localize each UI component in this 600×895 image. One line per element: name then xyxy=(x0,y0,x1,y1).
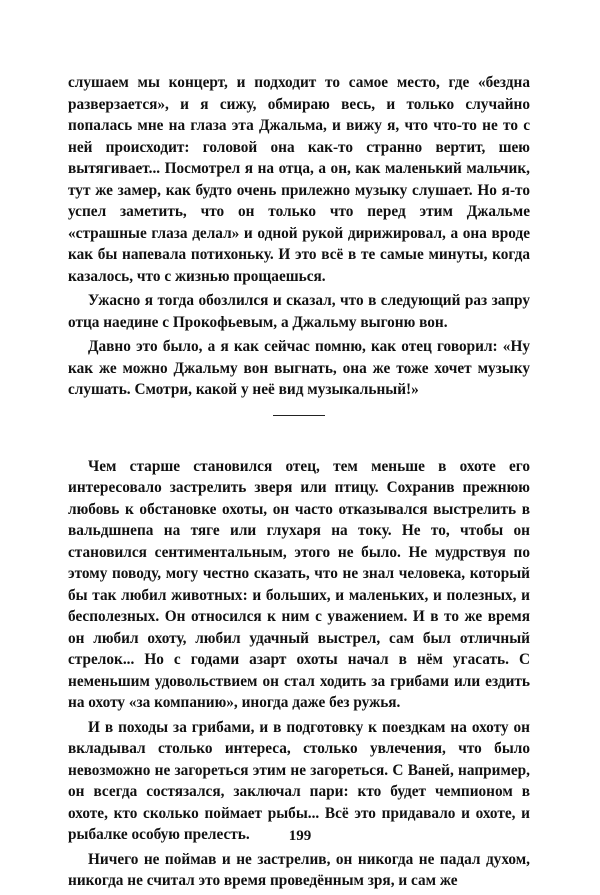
paragraph: Давно это было, а я как сейчас помню, как отец говорил: «Ну как же можно Джальму вон выгнать, она же тоже хочет музыку слушать. Смотри, какой у неё вид музыкальный!» xyxy=(68,338,530,398)
paragraph: Ужасно я тогда обозлился и сказал, что в следующий раз запру отца наедине с Прокофьевым, а Джальму выгоню вон. xyxy=(68,292,530,331)
section-divider xyxy=(273,415,325,416)
paragraph: слушаем мы концерт, и подходит то самое место, где «бездна разверзается», и я сижу, обмираю весь, и только случайно попалась мне на глаза эта Джальма, и вижу я, что что-то не то с ней происходит: головой она как-то странно вертит, шею вытягивает... Посмотрел я на отца, а он, как маленький мальчик, тут же замер, как будто очень прилежно музыку слушает. Но я-то успел заметить, что он только что перед этим Джальме «страшные глаза делал» и одной рукой дирижировал, а она вроде как бы напевала потихоньку. И это всё в те самые минуты, когда казалось, что с жизнью прощаешься. xyxy=(68,74,530,285)
paragraph: И в походы за грибами, и в подготовку к поездкам на охоту он вкладывал столько интереса, столько увлечения, что было невозможно не загореться этим не загореться. С Ваней, например, он всегда состязался, заключал пари: кто будет чемпионом в охоте, кто сколько поймает рыбы... Всё это придавало и охоте, и рыбалке особую прелесть. xyxy=(68,718,530,843)
paragraph: Ничего не поймав и не застрелив, он никогда не падал духом, никогда не считал это время проведённым зря, и сам же xyxy=(68,850,530,889)
page-number: 199 xyxy=(288,828,312,844)
paragraph: Чем старше становился отец, тем меньше в охоте его интересовало застрелить зверя или птицу. Сохранив прежнюю любовь к обстановке охоты, он часто отказывался выстрелить в вальдшнепа на тяге или глухаря на току. Не то, чтобы он становился сентиментальным, этого не было. Не мудрствуя по этому поводу, могу честно сказать, что не знал человека, который бы так любил животных: и больших, и маленьких, и полезных, и бесполезных. Он относился к ним с уважением. И в то же время он любил охоту, любил удачный выстрел, сам был отличный стрелок... Но с годами азарт охоты начал в нём угасать. С неменьшим удовольствием он стал ходить за грибами или ездить на охоту «за компанию», иногда даже без ружья. xyxy=(68,457,530,711)
book-page-body xyxy=(68,72,530,895)
